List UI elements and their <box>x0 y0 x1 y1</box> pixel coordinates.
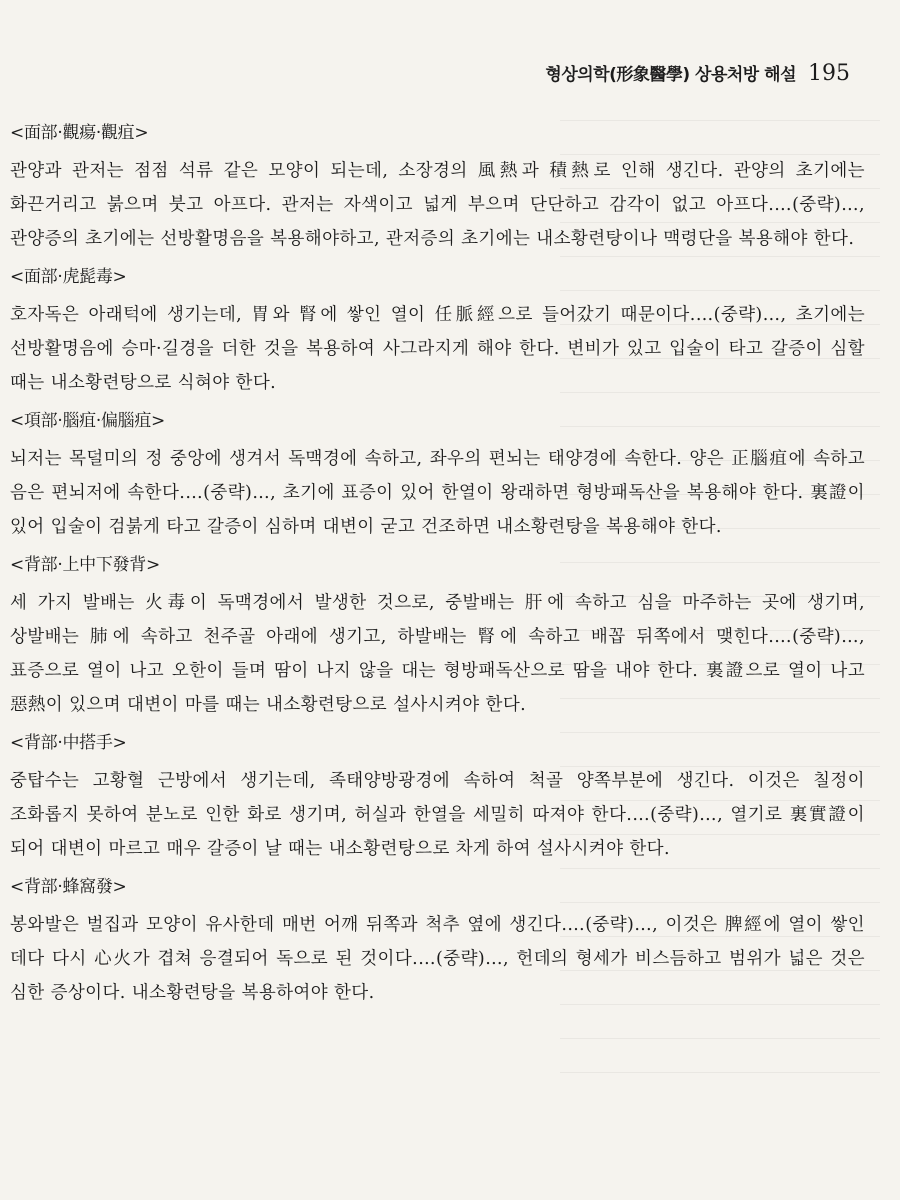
section-back-jungtapsu <box>10 728 865 866</box>
section-body: 봉와발은 벌집과 모양이 유사한데 매번 어깨 뒤쪽과 척추 옆에 생긴다.…(중략)…, 이것은 脾經에 열이 쌓인 데다 다시 心火가 겹쳐 응결되어 독으로 된 것이다.…(중략)…, 헌데의 형세가 비스듬하고 범위가 넓은 것은 심한 증상이다. 내소황련탕을 복용하여야 한다. <box>10 915 865 1003</box>
section-heading: <背部·蜂窩發> <box>10 877 127 897</box>
section-heading: <面部·觀瘍·觀疽> <box>10 123 149 143</box>
section-heading: <背部·上中下發背> <box>10 555 160 575</box>
page-number: 195 <box>808 61 850 86</box>
section-heading: <項部·腦疽·偏腦疽> <box>10 411 165 431</box>
page-content <box>10 118 865 1016</box>
header-title: 형상의학(形象醫學) 상용처방 해설 <box>545 65 796 85</box>
section-body: 세 가지 발배는 火毒이 독맥경에서 발생한 것으로, 중발배는 肝에 속하고 심을 마주하는 곳에 생기며, 상발배는 肺에 속하고 천주골 아래에 생기고, 하발배는 腎에 속하고 배꼽 뒤쪽에서 맺힌다.…(중략)…, 표증으로 열이 나고 오한이 들며 땀이 나지 않을 대는 형방패독산으로 땀을 내야 한다. 裏證으로 열이 나고 惡熱이 있으며 대변이 마를 때는 내소황련탕으로 설사시켜야 한다. <box>10 593 865 715</box>
section-neck-noejeo <box>10 406 865 544</box>
section-body: 뇌저는 목덜미의 정 중앙에 생겨서 독맥경에 속하고, 좌우의 편뇌는 태양경에 속한다. 양은 正腦疽에 속하고 음은 편뇌저에 속한다.…(중략)…, 초기에 표증이 있어 한열이 왕래하면 형방패독산을 복용해야 한다. 裏證이 있어 입술이 검붉게 타고 갈증이 심하며 대변이 굳고 건조하면 내소황련탕을 복용해야 한다. <box>10 449 865 537</box>
section-body: 중탑수는 고황혈 근방에서 생기는데, 족태양방광경에 속하여 척골 양쪽부분에 생긴다. 이것은 칠정이 조화롭지 못하여 분노로 인한 화로 생기며, 허실과 한열을 세밀히 따져야 한다.…(중략)…, 열기로 裏實證이 되어 대변이 마르고 매우 갈증이 날 때는 내소황련탕으로 차게 하여 설사시켜야 한다. <box>10 771 865 859</box>
running-header <box>545 60 850 86</box>
section-body: 관양과 관저는 점점 석류 같은 모양이 되는데, 소장경의 風熱과 積熱로 인해 생긴다. 관양의 초기에는 화끈거리고 붉으며 붓고 아프다. 관저는 자색이고 넓게 부으며 단단하고 감각이 없고 아프다.…(중략)…, 관양증의 초기에는 선방활명음을 복용해야하고, 관저증의 초기에는 내소황련탕이나 맥령단을 복용해야 한다. <box>10 161 865 249</box>
section-back-bongwabal <box>10 872 865 1010</box>
section-heading: <面部·虎髭毒> <box>10 267 127 287</box>
section-heading: <背部·中搭手> <box>10 733 127 753</box>
section-body: 호자독은 아래턱에 생기는데, 胃와 腎에 쌓인 열이 任脈經으로 들어갔기 때문이다.…(중략)…, 초기에는 선방활명음에 승마·길경을 더한 것을 복용하여 사그라지게 해야 한다. 변비가 있고 입술이 타고 갈증이 심할 때는 내소황련탕으로 식혀야 한다. <box>10 305 865 393</box>
section-face-hojadok <box>10 262 865 400</box>
section-back-balbae <box>10 550 865 722</box>
section-face-gwanyang <box>10 118 865 256</box>
